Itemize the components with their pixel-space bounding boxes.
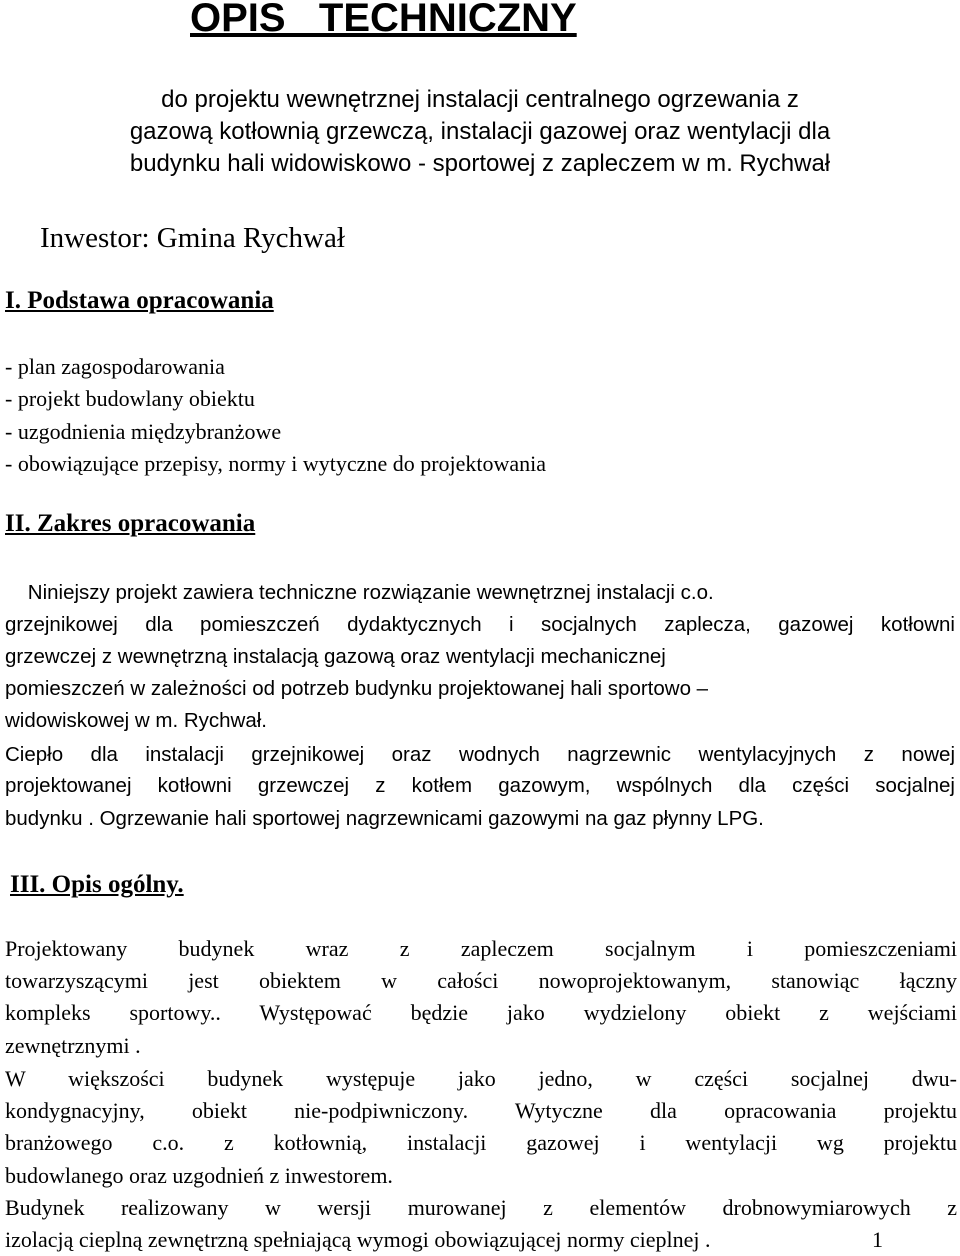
paragraph-line: pomieszczeń w zależności od potrzeb budynku projektowanej hali sportowo – bbox=[5, 677, 709, 700]
list-item: - uzgodnienia międzybranżowe bbox=[5, 419, 282, 444]
paragraph-line: grzejnikowej dla pomieszczeń dydaktycznych i socjalnych zaplecza, gazowej kotłowni bbox=[5, 613, 955, 636]
subtitle-line: gazową kotłownią grzewczą, instalacji gazowej oraz wentylacji dla bbox=[129, 118, 831, 145]
subtitle-line: do projektu wewnętrznej instalacji centralnego ogrzewania z bbox=[161, 86, 799, 113]
list-item: - projekt budowlany obiektu bbox=[5, 386, 255, 411]
page-number: 1 bbox=[872, 1227, 883, 1252]
paragraph-line: W większości budynek występuje jako jedno, w części socjalnej dwu- bbox=[5, 1066, 957, 1091]
paragraph-line: izolacją cieplną zewnętrzną spełniającą wymogi obowiązującej normy cieplnej . bbox=[5, 1227, 711, 1252]
paragraph-line: kompleks sportowy.. Występować będzie jako wydzielony obiekt z wejściami bbox=[5, 1000, 957, 1025]
paragraph-line: budowlanego oraz uzgodnień z inwestorem. bbox=[5, 1163, 393, 1188]
paragraph-line: grzewczej z wewnętrzną instalacją gazową oraz wentylacji mechanicznej bbox=[5, 645, 666, 668]
paragraph-line: zewnętrznymi . bbox=[5, 1033, 141, 1058]
paragraph-line: widowiskowej w m. Rychwał. bbox=[5, 709, 268, 732]
document-title: OPIS TECHNICZNY bbox=[190, 0, 577, 40]
investor-line: Inwestor: Gmina Rychwał bbox=[40, 222, 345, 254]
list-item: - plan zagospodarowania bbox=[5, 354, 225, 379]
list-item: - obowiązujące przepisy, normy i wytyczne do projektowania bbox=[5, 451, 547, 476]
paragraph-line: Projektowany budynek wraz z zapleczem socjalnym i pomieszczeniami bbox=[5, 936, 957, 961]
section-1-heading: I. Podstawa opracowania bbox=[5, 287, 274, 314]
paragraph-line: Niniejszy projekt zawiera techniczne rozwiązanie wewnętrznej instalacji c.o. bbox=[5, 581, 714, 604]
section-3-heading: III. Opis ogólny. bbox=[10, 871, 184, 898]
section-2-heading: II. Zakres opracowania bbox=[5, 510, 256, 537]
paragraph-line: towarzyszącymi jest obiektem w całości nowoprojektowanym, stanowiąc łączny bbox=[5, 968, 957, 993]
paragraph-line: Ciepło dla instalacji grzejnikowej oraz wodnych nagrzewnic wentylacyjnych z nowej bbox=[5, 743, 955, 766]
paragraph-line: projektowanej kotłowni grzewczej z kotłem gazowym, wspólnych dla części socjalnej bbox=[5, 774, 955, 797]
subtitle-line: budynku hali widowiskowo - sportowej z zapleczem w m. Rychwał bbox=[129, 150, 831, 177]
paragraph-line: kondygnacyjny, obiekt nie-podpiwniczony. Wytyczne dla opracowania projektu bbox=[5, 1098, 957, 1123]
paragraph-line: branżowego c.o. z kotłownią, instalacji gazowej i wentylacji wg projektu bbox=[5, 1130, 957, 1155]
paragraph-line: budynku . Ogrzewanie hali sportowej nagrzewnicami gazowymi na gaz płynny LPG. bbox=[5, 807, 764, 830]
paragraph-line: Budynek realizowany w wersji murowanej z elementów drobnowymiarowych z bbox=[5, 1195, 957, 1220]
